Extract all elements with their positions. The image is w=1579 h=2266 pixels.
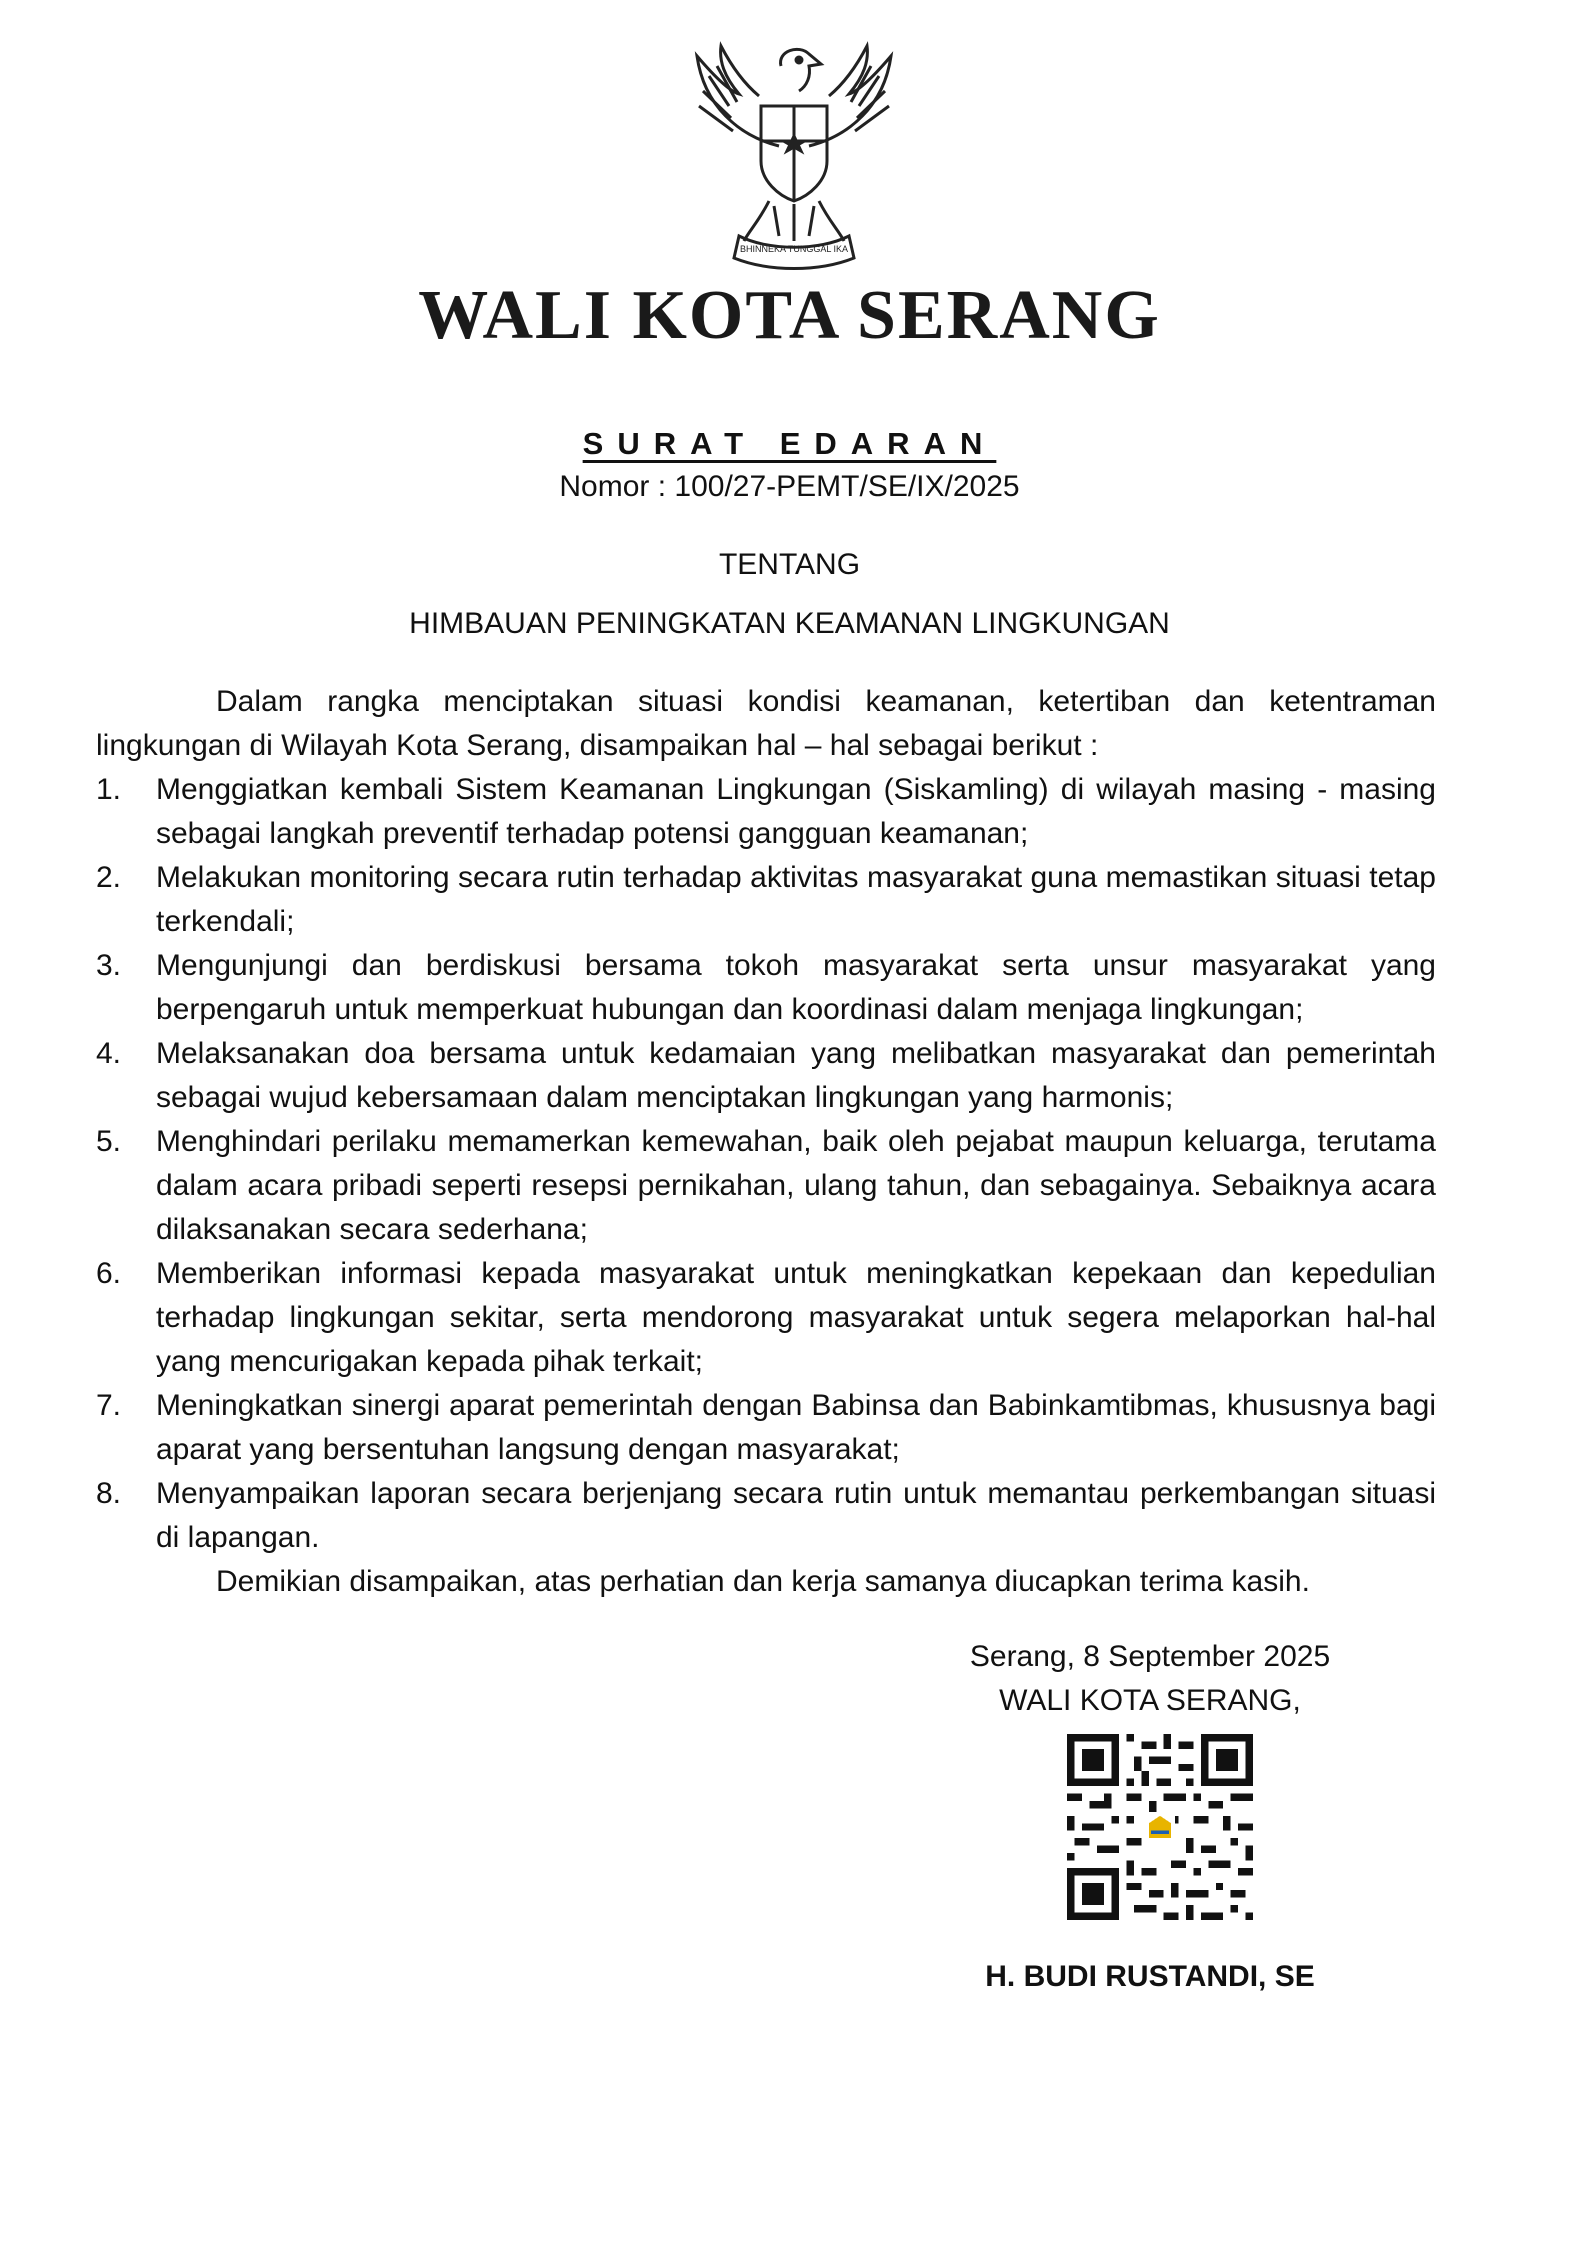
about-label: TENTANG bbox=[718, 548, 861, 581]
office-title: WALI KOTA SERANG bbox=[418, 277, 1161, 354]
place-date: Serang, 8 September 2025 bbox=[969, 1640, 1331, 1673]
garuda-emblem-icon bbox=[669, 36, 919, 276]
list-item: 3. Mengunjungi dan berdiskusi bersama tokoh masyarakat serta unsur masyarakat yang berpengaruh untuk memperkuat hubungan dan koordinasi dalam menjaga lingkungan; bbox=[96, 949, 1436, 1026]
list-item: 7. Meningkatkan sinergi aparat pemerintah dengan Babinsa dan Babinkamtibmas, khususnya bagi aparat yang bersentuhan langsung dengan masyarakat; bbox=[96, 1389, 1436, 1466]
list-item: 1. Menggiatkan kembali Sistem Keamanan Lingkungan (Siskamling) di wilayah masing - masing sebagai langkah preventif terhadap potensi gangguan keamanan; bbox=[96, 773, 1436, 850]
subject-title: HIMBAUAN PENINGKATAN KEAMANAN LINGKUNGAN bbox=[409, 607, 1170, 640]
signer-position: WALI KOTA SERANG, bbox=[999, 1684, 1301, 1717]
list-item: 4. Melaksanakan doa bersama untuk kedamaian yang melibatkan masyarakat dan pemerintah sebagai wujud kebersamaan dalam menciptakan lingkungan yang harmonis; bbox=[96, 1037, 1436, 1114]
signer-name: H. BUDI RUSTANDI, SE bbox=[985, 1960, 1315, 1993]
list-item: 8. Menyampaikan laporan secara berjenjang secara rutin untuk memantau perkembangan situasi di lapangan. bbox=[96, 1477, 1436, 1554]
document-number: Nomor : 100/27-PEMT/SE/IX/2025 bbox=[559, 470, 1020, 503]
list-item: 5. Menghindari perilaku memamerkan kemewahan, baik oleh pejabat maupun keluarga, terutama dalam acara pribadi seperti resepsi pernikahan, ulang tahun, dan sebagainya. Sebaiknya acara dilaksanakan secara sederhana; bbox=[96, 1125, 1436, 1246]
closing-paragraph: Demikian disampaikan, atas perhatian dan kerja samanya diucapkan terima kasih. bbox=[216, 1565, 1310, 1598]
intro-paragraph: Dalam rangka menciptakan situasi kondisi keamanan, ketertiban dan ketentraman lingkungan di Wilayah Kota Serang, disampaikan hal – hal sebagai berikut : bbox=[96, 685, 1436, 762]
svg-text:BHINNEKA TUNGGAL IKA: BHINNEKA TUNGGAL IKA bbox=[739, 244, 849, 254]
document-type: SURAT EDARAN bbox=[582, 426, 997, 461]
list-item: 2. Melakukan monitoring secara rutin terhadap aktivitas masyarakat guna memastikan situasi tetap terkendali; bbox=[96, 861, 1436, 938]
instruction-list bbox=[96, 768, 1436, 1560]
list-item: 6. Memberikan informasi kepada masyarakat untuk meningkatkan kepekaan dan kepedulian terhadap lingkungan sekitar, serta mendorong masyarakat untuk segera melaporkan hal-hal yang mencurigakan kepada pihak terkait; bbox=[96, 1257, 1436, 1378]
qr-code-icon bbox=[1067, 1734, 1253, 1920]
letter-body bbox=[96, 680, 1436, 1604]
